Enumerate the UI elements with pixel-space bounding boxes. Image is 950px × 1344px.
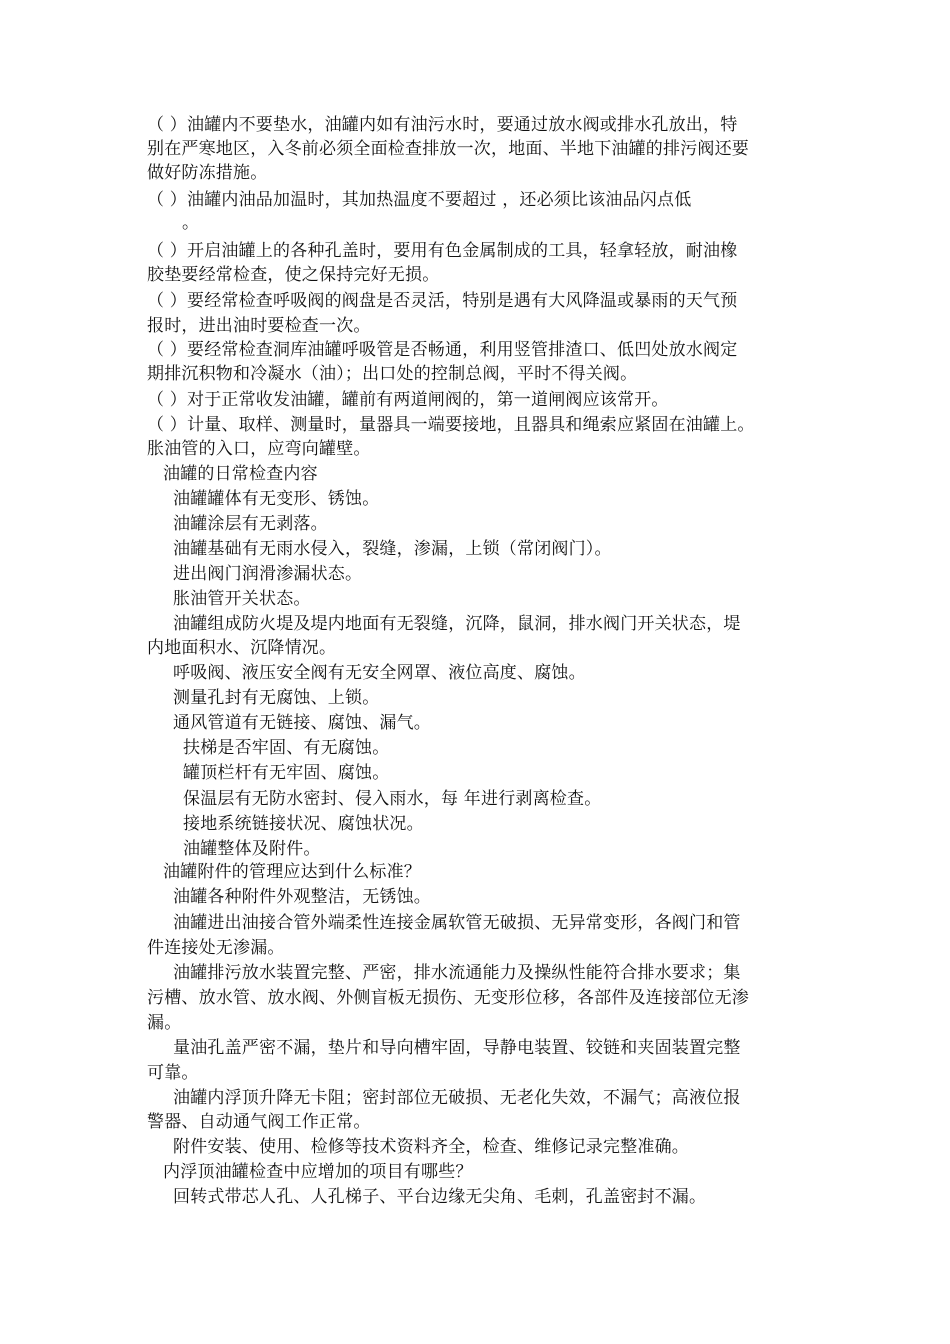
section-heading: 油罐的日常检查内容 <box>163 464 318 484</box>
text-line: 油罐排污放水装置完整、严密，排水流通能力及操纵性能符合排水要求；集 <box>173 963 741 983</box>
text-line: （ ）对于正常收发油罐，罐前有两道闸阀的，第一道闸阀应该常开。 <box>147 390 669 410</box>
text-line: 进出阀门润滑渗漏状态。 <box>173 564 363 584</box>
text-line: 油罐涂层有无剥落。 <box>173 514 328 534</box>
text-line: 量油孔盖严密不漏，垫片和导向槽牢固，导静电装置、铰链和夹固装置完整 <box>173 1038 741 1058</box>
text-line: 罐顶栏杆有无牢固、腐蚀。 <box>183 763 390 783</box>
text-line: 警器、自动通气阀工作正常。 <box>147 1112 371 1132</box>
text-line: （ ）要经常检查洞库油罐呼吸管是否畅通，利用竖管排渣口、低凹处放水阀定 <box>147 340 738 360</box>
text-line: 胀油管的入口，应弯向罐壁。 <box>147 439 371 459</box>
text-line: 报时，进出油时要检查一次。 <box>147 316 371 336</box>
text-line: 接地系统链接状况、腐蚀状况。 <box>183 814 424 834</box>
text-line: 做好防冻措施。 <box>147 163 268 183</box>
text-line: 别在严寒地区，入冬前必须全面检查排放一次，地面、半地下油罐的排污阀还要 <box>147 139 749 159</box>
text-line: 期排沉积物和冷凝水（油）；出口处的控制总阀，平时不得关阀。 <box>147 364 638 384</box>
text-line: 回转式带芯人孔、人孔梯子、平台边缘无尖角、毛刺，孔盖密封不漏。 <box>173 1187 707 1207</box>
text-line: 扶梯是否牢固、有无腐蚀。 <box>183 738 390 758</box>
text-line: 胀油管开关状态。 <box>173 589 311 609</box>
text-line: 可靠。 <box>147 1063 199 1083</box>
text-line: 件连接处无渗漏。 <box>147 938 285 958</box>
text-line: 油罐基础有无雨水侵入，裂缝，渗漏，上锁（常闭阀门）。 <box>173 539 612 559</box>
text-line: （ ）油罐内不要垫水，油罐内如有油污水时，要通过放水阀或排水孔放出，特 <box>147 115 738 135</box>
section-heading: 内浮顶油罐检查中应增加的项目有哪些？ <box>163 1162 473 1182</box>
text-line: 内地面积水、沉降情况。 <box>147 638 337 658</box>
section-heading: 油罐附件的管理应达到什么标准？ <box>163 862 421 882</box>
text-line: 漏。 <box>147 1013 182 1033</box>
text-line: 油罐罐体有无变形、锈蚀。 <box>173 489 380 509</box>
text-line: 污槽、放水管、放水阀、外侧盲板无损伤、无变形位移，各部件及连接部位无渗 <box>147 988 749 1008</box>
text-line: 油罐组成防火堤及堤内地面有无裂缝，沉降，鼠洞，排水阀门开关状态，堤 <box>173 614 741 634</box>
text-line: 油罐整体及附件。 <box>183 839 321 859</box>
text-line: 油罐各种附件外观整洁，无锈蚀。 <box>173 887 431 907</box>
text-line: （ ）要经常检查呼吸阀的阀盘是否灵活，特别是遇有大风降温或暴雨的天气预 <box>147 291 738 311</box>
text-line: （ ）油罐内油品加温时，其加热温度不要超过 ，还必须比该油品闪点低 <box>147 190 692 210</box>
text-line: 油罐内浮顶升降无卡阻；密封部位无破损、无老化失效，不漏气；高液位报 <box>173 1088 741 1108</box>
text-line: 保温层有无防水密封、侵入雨水，每 年进行剥离检查。 <box>183 789 602 809</box>
text-line: 。 <box>182 213 200 233</box>
text-line: （ ）开启油罐上的各种孔盖时，要用有色金属制成的工具，轻拿轻放，耐油橡 <box>147 241 738 261</box>
text-line: 油罐进出油接合管外端柔性连接金属软管无破损、无异常变形，各阀门和管 <box>173 913 741 933</box>
text-line: 通风管道有无链接、腐蚀、漏气。 <box>173 713 431 733</box>
text-line: （ ）计量、取样、测量时，量器具一端要接地，且器具和绳索应紧固在油罐上。 <box>147 415 755 435</box>
text-line: 测量孔封有无腐蚀、上锁。 <box>173 688 380 708</box>
text-line: 附件安装、使用、检修等技术资料齐全，检查、维修记录完整准确。 <box>173 1137 689 1157</box>
text-line: 胶垫要经常检查，使之保持完好无损。 <box>147 265 440 285</box>
text-line: 呼吸阀、液压安全阀有无安全网罩、液位高度、腐蚀。 <box>173 663 586 683</box>
